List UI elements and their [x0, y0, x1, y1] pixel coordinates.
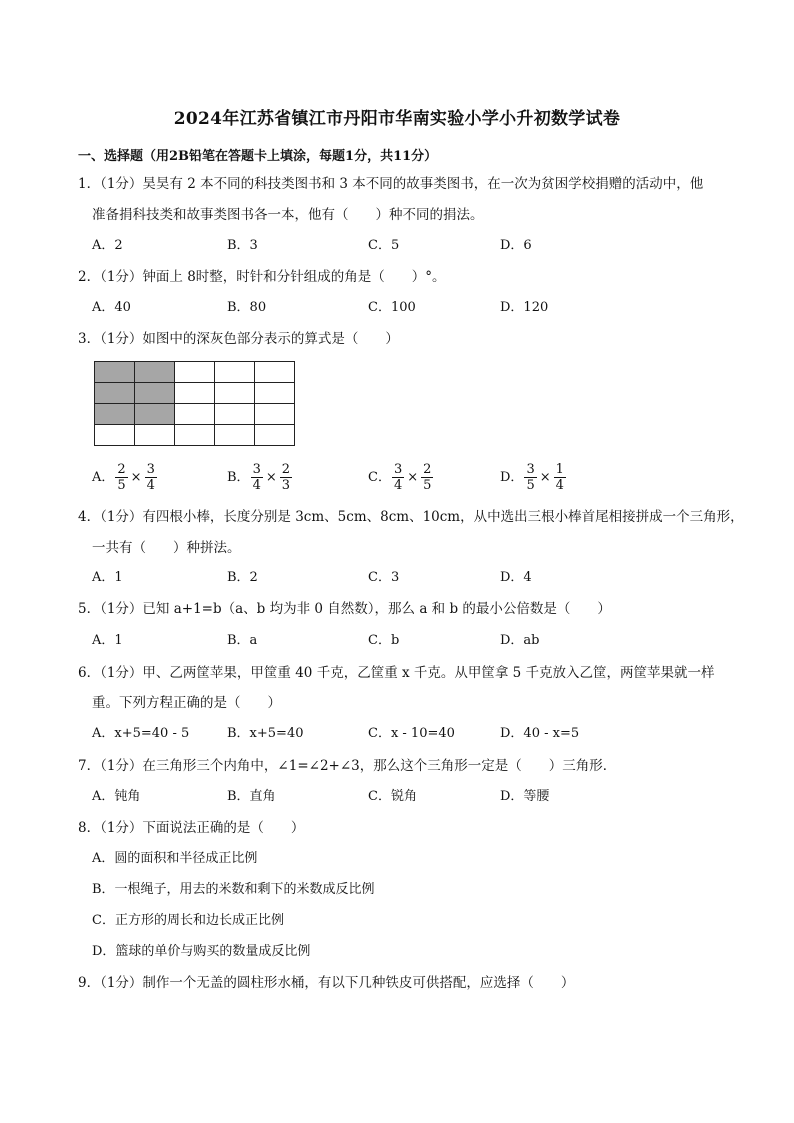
question-5-option-c: C．b: [368, 633, 400, 648]
times-sign: ×: [265, 469, 277, 485]
question-6-text-cont: 重。下列方程正确的是（ ）: [92, 695, 281, 711]
question-5-option-b: B．a: [227, 633, 258, 648]
numerator: 2: [423, 462, 432, 477]
option-label: B．: [227, 470, 250, 485]
question-7-text: 7．（1分）在三角形三个内角中，∠1=∠2+∠3，那么这个三角形一定是（ ）三角形．: [78, 758, 617, 774]
question-7-option-b: B．直角: [227, 789, 276, 804]
question-1-option-b: B．3: [227, 238, 258, 253]
question-4-text: 4．（1分）有四根小棒，长度分别是 3cm、5cm、8cm、10cm，从中选出三根小棒首尾相接拼成一个三角形，: [78, 509, 744, 525]
question-1-option-d: D．6: [500, 238, 532, 253]
question-4-option-a: A．1: [92, 570, 123, 585]
denominator: 4: [555, 478, 564, 493]
question-3-option-c: [368, 462, 434, 493]
fraction: [554, 462, 566, 493]
numerator: 1: [555, 462, 564, 477]
question-6-option-d: D．40 - x=5: [500, 726, 580, 741]
question-6-option-a: A．x+5=40 - 5: [92, 726, 190, 741]
question-4-option-d: D．4: [500, 570, 532, 585]
question-2-option-a: A．40: [92, 300, 131, 315]
times-sign: ×: [539, 469, 551, 485]
denominator: 4: [146, 478, 155, 493]
question-7-option-c: C．锐角: [368, 789, 417, 804]
numerator: 3: [252, 462, 261, 477]
numerator: 3: [146, 462, 155, 477]
question-7-option-a: A．钝角: [92, 789, 141, 804]
numerator: 3: [526, 462, 535, 477]
question-8-option-b: B．一根绳子，用去的米数和剩下的米数成反比例: [92, 882, 375, 897]
denominator: 5: [423, 478, 432, 493]
fraction: [524, 462, 536, 493]
question-3-option-b: [227, 462, 293, 493]
question-2-text: 2．（1分）钟面上 8时整，时针和分针组成的角是（ ）°。: [78, 269, 446, 285]
numerator: 3: [393, 462, 403, 477]
fraction: [251, 462, 263, 493]
times-sign: ×: [130, 469, 142, 485]
question-2-option-c: C．100: [368, 300, 416, 315]
fraction: [392, 462, 404, 493]
question-5-option-a: A．1: [92, 633, 123, 648]
numerator: 2: [117, 462, 126, 477]
question-8-option-d: D．篮球的单价与购买的数量成反比例: [92, 944, 311, 959]
times-sign: ×: [407, 469, 419, 485]
option-label: C．: [368, 470, 391, 485]
question-6-option-b: B．x+5=40: [227, 726, 304, 741]
section-heading: 一、选择题（用2B铅笔在答题卡上填涂，每题1分，共11分）: [78, 149, 438, 164]
question-4-option-b: B．2: [227, 570, 258, 585]
question-9-text: 9．（1分）制作一个无盖的圆柱形水桶，有以下几种铁皮可供搭配，应选择（ ）: [78, 975, 575, 991]
question-5-option-d: D．ab: [500, 633, 540, 648]
question-4-text-cont: 一共有（ ）种拼法。: [92, 540, 241, 556]
question-1-option-a: A．2: [92, 238, 123, 253]
question-2-option-b: B．80: [227, 300, 267, 315]
denominator: 4: [252, 478, 261, 493]
question-7-option-d: D．等腰: [500, 789, 550, 804]
denominator: 3: [281, 478, 291, 493]
question-1-text: 1．（1分）昊昊有 2 本不同的科技类图书和 3 本不同的故事类图书，在一次为贫困学校捐赠的活动中，他: [78, 176, 704, 192]
shaded-grid-figure: [94, 361, 295, 446]
denominator: 4: [393, 478, 403, 493]
numerator: 2: [281, 462, 291, 477]
question-4-option-c: C．3: [368, 570, 400, 585]
fraction: [115, 462, 127, 493]
fraction: [421, 462, 433, 493]
page-title: 2024年江苏省镇江市丹阳市华南实验小学小升初数学试卷: [173, 109, 621, 129]
question-2-option-d: D．120: [500, 300, 549, 315]
question-8-text: 8．（1分）下面说法正确的是（ ）: [78, 820, 305, 836]
question-3-text: 3．（1分）如图中的深灰色部分表示的算式是（ ）: [78, 331, 399, 347]
fraction: [280, 462, 292, 493]
question-3-option-d: [500, 462, 567, 493]
question-8-option-a: A．圆的面积和半径成正比例: [92, 851, 258, 866]
question-1-text-cont: 准备捐科技类和故事类图书各一本，他有（ ）种不同的捐法。: [92, 207, 484, 223]
question-5-text: 5．（1分）已知 a+1=b（a、b 均为非 0 自然数），那么 a 和 b 的最小公倍数是（ ）: [78, 601, 611, 617]
option-label: A．: [92, 470, 115, 485]
question-1-option-c: C．5: [368, 238, 400, 253]
option-label: D．: [500, 470, 524, 485]
question-8-option-c: C．正方形的周长和边长成正比例: [92, 913, 284, 928]
question-6-text: 6．（1分）甲、乙两筐苹果，甲筐重 40 千克，乙筐重 x 千克。从甲筐拿 5 千克放入乙筐，两筐苹果就一样: [78, 665, 715, 681]
question-6-option-c: C．x - 10=40: [368, 726, 455, 741]
denominator: 5: [117, 478, 126, 493]
question-3-option-a: [92, 462, 158, 493]
fraction: [145, 462, 157, 493]
denominator: 5: [526, 478, 535, 493]
